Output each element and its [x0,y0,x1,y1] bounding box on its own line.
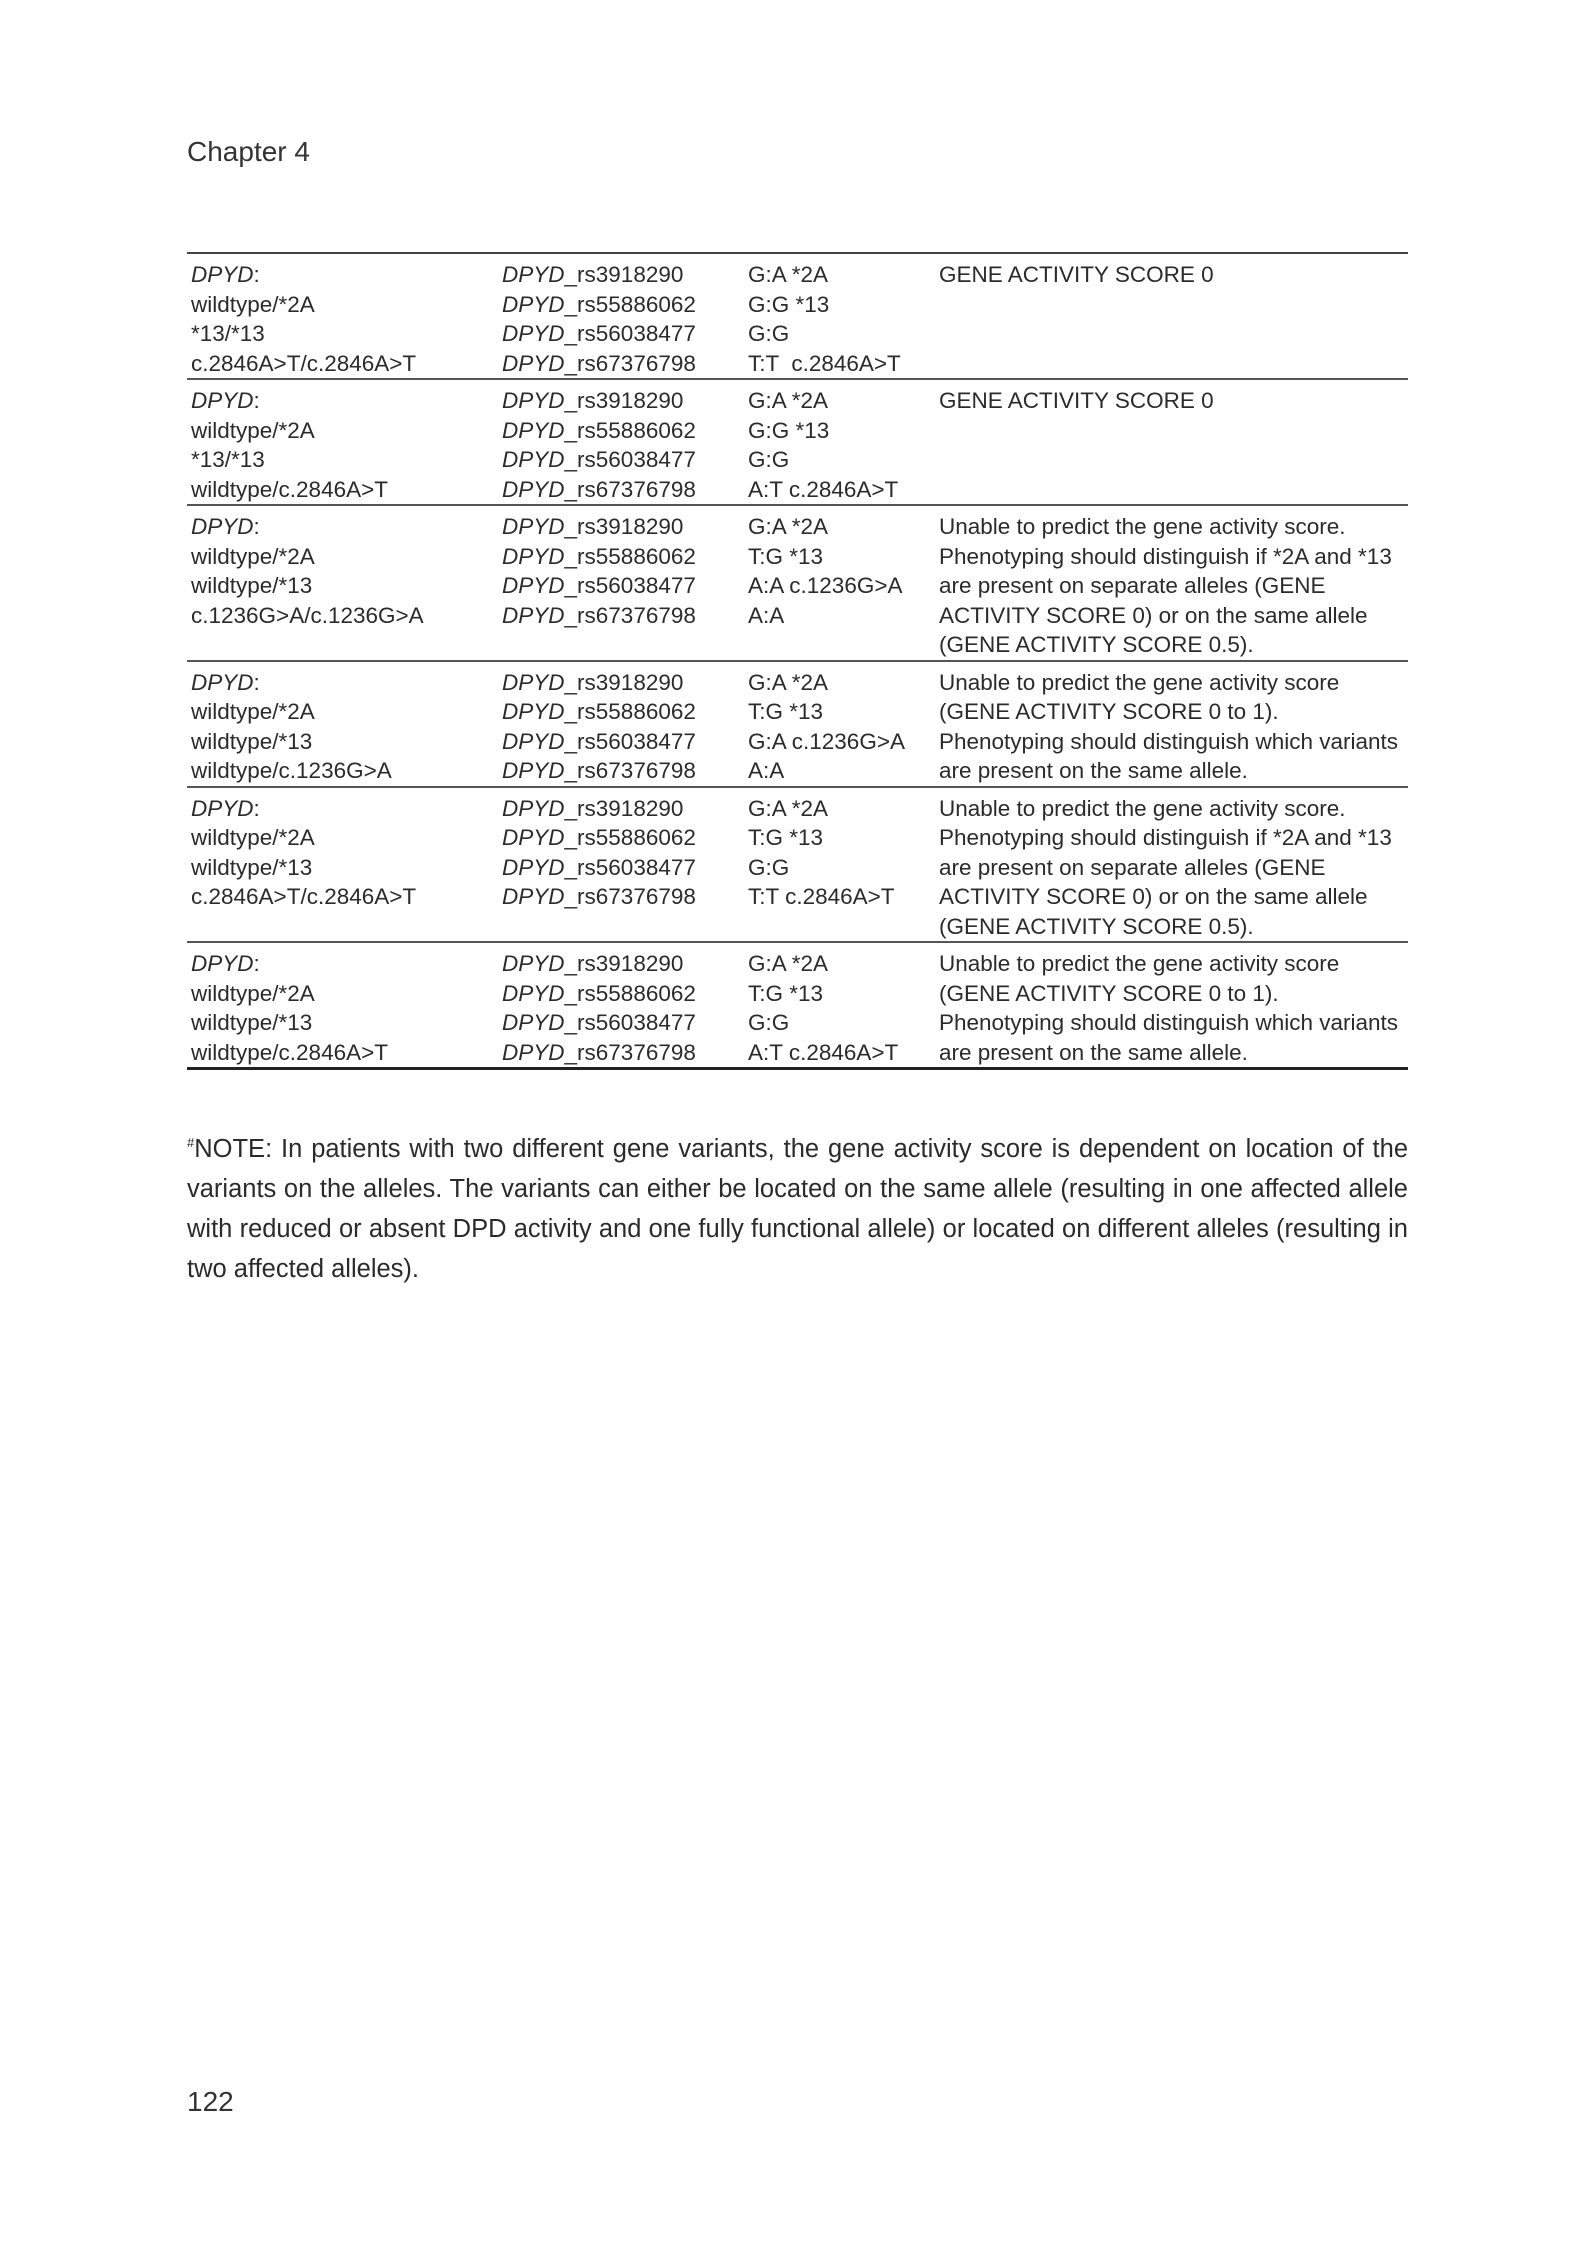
allele-value: G:A *2A [748,795,829,821]
allele-value: G:A *2A [748,388,829,413]
allele-value: G:A c.1236G>A [748,728,905,754]
snp-id: DPYD_rs56038477 [502,728,696,754]
allele-value: G:A *2A [748,514,829,539]
snp-gene-prefix: DPYD [502,543,565,569]
allele-value: G:A *2A [748,951,829,976]
snp-gene-prefix: DPYD [502,884,565,909]
gene-name: DPYD [191,388,254,413]
snp-rs-number: rs3918290 [577,951,684,976]
snp-gene-prefix: DPYD [502,1010,565,1035]
snp-id: DPYD_rs55886062 [502,980,696,1006]
snp-id: DPYD_rs67376798 [502,602,696,628]
allele-value: G:G *13 [748,291,830,317]
table-footnote [187,1123,1408,1289]
snp-cell [498,942,744,1069]
allele-cell [744,787,935,943]
genotype-value: wildtype/*2A [191,825,315,850]
allele-value: G:G *13 [748,417,830,443]
snp-id: DPYD_rs67376798 [502,884,696,909]
snp-cell [498,505,744,661]
allele-value: A:A [748,602,785,628]
snp-gene-prefix: DPYD [502,321,565,346]
snp-gene-prefix: DPYD [502,291,565,317]
allele-cell [744,253,935,379]
gene-label: DPYD: [191,795,260,821]
snp-id: DPYD_rs56038477 [502,447,696,472]
snp-id: DPYD_rs55886062 [502,543,696,569]
snp-id: DPYD_rs55886062 [502,291,696,317]
snp-id: DPYD_rs3918290 [502,262,684,287]
snp-id: DPYD_rs67376798 [502,1039,696,1065]
genotype-value: wildtype/*13 [191,1010,313,1035]
snp-rs-number: rs55886062 [577,543,696,569]
interpretation-cell [935,787,1408,943]
table-row [187,253,1408,379]
genotype-value: wildtype/*2A [191,699,315,724]
genotype-table [187,252,1408,1070]
snp-cell [498,661,744,787]
gene-label: DPYD: [191,388,260,413]
genotype-value: wildtype/*13 [191,728,313,754]
allele-value: T:T c.2846A>T [748,884,895,909]
allele-value: G:G [748,854,790,880]
snp-gene-prefix: DPYD [502,699,565,724]
gene-name: DPYD [191,514,254,539]
interpretation-cell [935,661,1408,787]
gene-label: DPYD: [191,514,260,539]
genotype-value: wildtype/*2A [191,417,315,443]
snp-gene-prefix: DPYD [502,980,565,1006]
snp-gene-prefix: DPYD [502,573,565,598]
snp-rs-number: rs55886062 [577,417,696,443]
snp-id: DPYD_rs56038477 [502,321,696,346]
snp-rs-number: rs3918290 [577,514,684,539]
snp-gene-prefix: DPYD [502,388,565,413]
snp-gene-prefix: DPYD [502,728,565,754]
allele-cell [744,661,935,787]
genotype-value: wildtype/*2A [191,543,315,569]
snp-id: DPYD_rs3918290 [502,951,684,976]
interpretation-cell [935,253,1408,379]
genotype-value: wildtype/c.1236G>A [191,758,392,783]
page-number: 122 [187,2086,234,2117]
allele-value: A:A c.1236G>A [748,573,903,598]
snp-cell [498,787,744,943]
snp-id: DPYD_rs56038477 [502,573,696,598]
snp-id: DPYD_rs3918290 [502,388,684,413]
interpretation-text: Unable to predict the gene activity score. Phenotyping should distinguish if *2A and *13 are present on separate alleles (GENE ACTIVITY SCORE 0) or on the same allele (GENE ACTIVITY SCORE 0.5). [939,514,1392,657]
snp-rs-number: rs56038477 [577,447,696,472]
snp-gene-prefix: DPYD [502,514,565,539]
genotype-value: wildtype/c.2846A>T [191,476,388,502]
genotype-value: c.2846A>T/c.2846A>T [191,884,417,909]
interpretation-text: GENE ACTIVITY SCORE 0 [939,388,1214,413]
genotype-cell [187,787,498,943]
allele-value: T:G *13 [748,543,824,569]
allele-value: G:G [748,321,790,346]
interpretation-cell [935,942,1408,1069]
genotype-cell [187,505,498,661]
genotype-value: c.2846A>T/c.2846A>T [191,350,417,376]
interpretation-cell [935,505,1408,661]
interpretation-text: GENE ACTIVITY SCORE 0 [939,262,1214,287]
snp-gene-prefix: DPYD [502,262,565,287]
table-row [187,379,1408,505]
snp-id: DPYD_rs56038477 [502,854,696,880]
snp-rs-number: rs3918290 [577,795,684,821]
gene-label: DPYD: [191,669,260,695]
genotype-table-body [187,253,1408,1069]
allele-value: G:A *2A [748,262,829,287]
snp-cell [498,379,744,505]
allele-value: A:T c.2846A>T [748,1039,899,1065]
gene-label: DPYD: [191,951,260,976]
snp-gene-prefix: DPYD [502,758,565,783]
snp-gene-prefix: DPYD [502,447,565,472]
allele-value: G:A *2A [748,669,829,695]
snp-rs-number: rs56038477 [577,321,696,346]
snp-id: DPYD_rs56038477 [502,1010,696,1035]
gene-name: DPYD [191,669,254,695]
allele-value: G:G [748,1010,790,1035]
table-row [187,661,1408,787]
snp-rs-number: rs56038477 [577,728,696,754]
genotype-value: *13/*13 [191,321,265,346]
allele-value: G:G [748,447,790,472]
snp-rs-number: rs67376798 [577,884,696,909]
snp-gene-prefix: DPYD [502,951,565,976]
snp-rs-number: rs67376798 [577,350,696,376]
gene-label: DPYD: [191,262,260,287]
footnote-marker: # [187,1135,195,1150]
chapter-header: Chapter 4 [187,136,310,167]
snp-rs-number: rs56038477 [577,1010,696,1035]
snp-id: DPYD_rs67376798 [502,476,696,502]
genotype-cell [187,253,498,379]
snp-id: DPYD_rs67376798 [502,350,696,376]
snp-rs-number: rs67376798 [577,1039,696,1065]
snp-rs-number: rs55886062 [577,699,696,724]
allele-value: T:G *13 [748,980,824,1006]
snp-id: DPYD_rs3918290 [502,669,684,695]
interpretation-text: Unable to predict the gene activity score. Phenotyping should distinguish if *2A and *13 are present on separate alleles (GENE ACTIVITY SCORE 0) or on the same allele (GENE ACTIVITY SCORE 0.5). [939,795,1392,939]
snp-gene-prefix: DPYD [502,854,565,880]
snp-id: DPYD_rs67376798 [502,758,696,783]
snp-rs-number: rs3918290 [577,388,684,413]
snp-rs-number: rs55886062 [577,825,696,850]
snp-rs-number: rs67376798 [577,602,696,628]
table-row [187,787,1408,943]
snp-rs-number: rs3918290 [577,262,684,287]
genotype-value: wildtype/*13 [191,573,313,598]
snp-gene-prefix: DPYD [502,476,565,502]
snp-rs-number: rs55886062 [577,980,696,1006]
allele-value: A:T c.2846A>T [748,476,899,502]
footnote-text: NOTE: In patients with two different gene variants, the gene activity score is dependent on location of the variants on the alleles. The variants can either be located on the same allele (resulting in one affected allele with reduced or absent DPD activity and one fully functional allele) or located on different alleles (resulting in two affected alleles). [187,1135,1408,1283]
snp-rs-number: rs67376798 [577,476,696,502]
snp-rs-number: rs55886062 [577,291,696,317]
table-row [187,505,1408,661]
snp-gene-prefix: DPYD [502,350,565,376]
allele-cell [744,505,935,661]
snp-id: DPYD_rs55886062 [502,825,696,850]
genotype-value: wildtype/*13 [191,854,313,880]
snp-gene-prefix: DPYD [502,669,565,695]
genotype-cell [187,379,498,505]
genotype-value: c.1236G>A/c.1236G>A [191,602,424,628]
snp-rs-number: rs56038477 [577,854,696,880]
table-row [187,942,1408,1069]
snp-id: DPYD_rs3918290 [502,514,684,539]
allele-value: A:A [748,758,785,783]
genotype-table-container [187,252,1408,1070]
snp-id: DPYD_rs55886062 [502,417,696,443]
allele-cell [744,379,935,505]
genotype-cell [187,661,498,787]
genotype-value: wildtype/*2A [191,980,315,1006]
snp-rs-number: rs56038477 [577,573,696,598]
interpretation-text: Unable to predict the gene activity score (GENE ACTIVITY SCORE 0 to 1). Phenotyping should distinguish which variants are present on the same allele. [939,669,1399,783]
snp-gene-prefix: DPYD [502,602,565,628]
snp-rs-number: rs67376798 [577,758,696,783]
snp-gene-prefix: DPYD [502,1039,565,1065]
snp-id: DPYD_rs55886062 [502,699,696,724]
gene-name: DPYD [191,262,254,287]
genotype-cell [187,942,498,1069]
allele-cell [744,942,935,1069]
genotype-value: *13/*13 [191,447,265,472]
interpretation-cell [935,379,1408,505]
snp-gene-prefix: DPYD [502,825,565,850]
interpretation-text: Unable to predict the gene activity score (GENE ACTIVITY SCORE 0 to 1). Phenotyping should distinguish which variants are present on the same allele. [939,951,1399,1065]
allele-value: T:G *13 [748,699,824,724]
genotype-value: wildtype/*2A [191,291,315,317]
snp-rs-number: rs3918290 [577,669,684,695]
snp-cell [498,253,744,379]
allele-value: T:T c.2846A>T [748,350,901,376]
allele-value: T:G *13 [748,825,824,850]
snp-id: DPYD_rs3918290 [502,795,684,821]
genotype-value: wildtype/c.2846A>T [191,1039,388,1065]
snp-gene-prefix: DPYD [502,417,565,443]
gene-name: DPYD [191,951,254,976]
gene-name: DPYD [191,795,254,821]
snp-gene-prefix: DPYD [502,795,565,821]
